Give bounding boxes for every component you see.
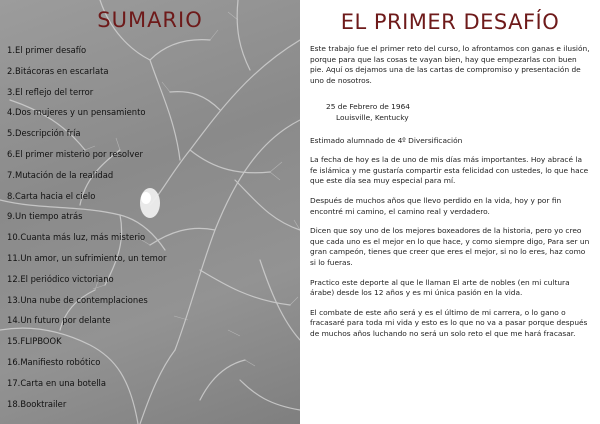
- toc-item[interactable]: 7.Mutación de la realidad: [7, 169, 114, 180]
- toc-item[interactable]: 2.Bitácoras en escarlata: [7, 65, 109, 76]
- toc-item[interactable]: 10.Cuanta más luz, más misterio: [7, 232, 146, 243]
- toc-item[interactable]: 3.El reflejo del terror: [7, 86, 94, 97]
- toc-item[interactable]: 8.Carta hacia el cielo: [7, 190, 96, 201]
- toc-item[interactable]: 18.Booktrailer: [7, 398, 67, 409]
- toc-item[interactable]: 15.FLIPBOOK: [7, 336, 62, 347]
- toc-item[interactable]: 13.Una nube de contemplaciones: [7, 294, 148, 305]
- letter-paragraph: Dicen que soy uno de los mejores boxeadores de la historia, pero yo creo que cada uno es el mejor en lo que hace, y como siempre digo, Para ser un gran campeón, tienes que creer que eres el mejor, si no lo eres, haz como si lo fueras.: [310, 226, 590, 267]
- article-intro: Este trabajo fue el primer reto del curso, lo afrontamos con ganas e ilusión, porque para que las cosas te vayan bien, hay que empezarlas con buen pie. Aquí os dejamos una de las cartas de compromiso y presentación de uno de nosotros.: [310, 44, 590, 85]
- letter-dateline: [310, 102, 590, 123]
- toc-item[interactable]: 14.Un futuro por delante: [7, 315, 111, 326]
- toc-item[interactable]: 11.Un amor, un sufrimiento, un temor: [7, 252, 167, 263]
- letter-greeting: Estimado alumnado de 4º Diversificación: [310, 135, 463, 145]
- toc-item[interactable]: 5.Descripción fría: [7, 128, 81, 139]
- toc-item[interactable]: 16.Manifiesto robótico: [7, 356, 101, 367]
- letter-paragraph: El combate de este año será y es el último de mi carrera, o lo gano o fracasaré para toda mi vida y esto es lo que no va a pasar porque después de muchos años luchando no será un solo reto el que me hará fracasar.: [310, 307, 588, 338]
- toc-item[interactable]: 1.El primer desafío: [7, 45, 87, 55]
- toc-list: [7, 44, 166, 418]
- article-title: EL PRIMER DESAFÍO: [340, 10, 560, 34]
- toc-item[interactable]: 4.Dos mujeres y un pensamiento: [7, 107, 146, 118]
- letter-location: Louisville, Kentucky: [336, 112, 409, 122]
- toc-item[interactable]: 12.El periódico victoriano: [7, 273, 114, 284]
- toc-title: SUMARIO: [97, 8, 203, 32]
- article-panel: [300, 0, 600, 424]
- toc-item[interactable]: 9.Un tiempo atrás: [7, 211, 83, 222]
- letter-paragraph: Después de muchos años que llevo perdido en la vida, hoy y por fin encontré mi camino, el camino real y verdadero.: [310, 195, 562, 216]
- letter-paragraph: La fecha de hoy es la de uno de mis días más importantes. Hoy abracé la fe islámica y me gustaría compartir esta felicidad con ustedes, lo que hace que este día sea muy especial para mí.: [310, 155, 589, 186]
- toc-item[interactable]: 17.Carta en una botella: [7, 377, 107, 388]
- toc-item[interactable]: 6.El primer misterio por resolver: [7, 148, 143, 159]
- letter-paragraph: Practico este deporte al que le llaman El arte de nobles (en mi cultura árabe) desde los 12 años y es mi única pasión en la vida.: [310, 277, 570, 298]
- letter-date: 25 de Febrero de 1964: [326, 102, 410, 112]
